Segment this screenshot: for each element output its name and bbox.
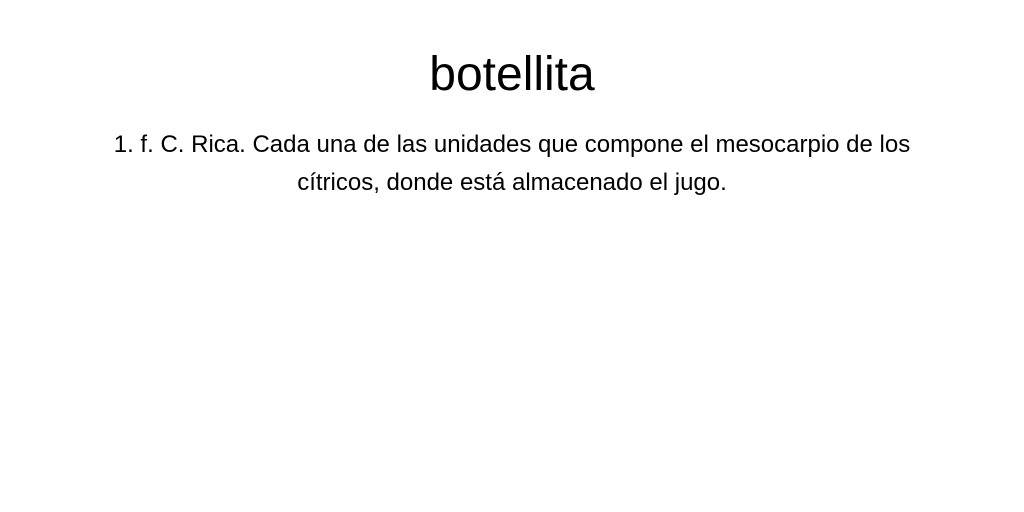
entry-definition: 1. f. C. Rica. Cada una de las unidades que compone el mesocarpio de los cítricos, donde está almacenado el jugo. xyxy=(113,131,911,196)
entry-headword: botellita xyxy=(429,48,595,101)
